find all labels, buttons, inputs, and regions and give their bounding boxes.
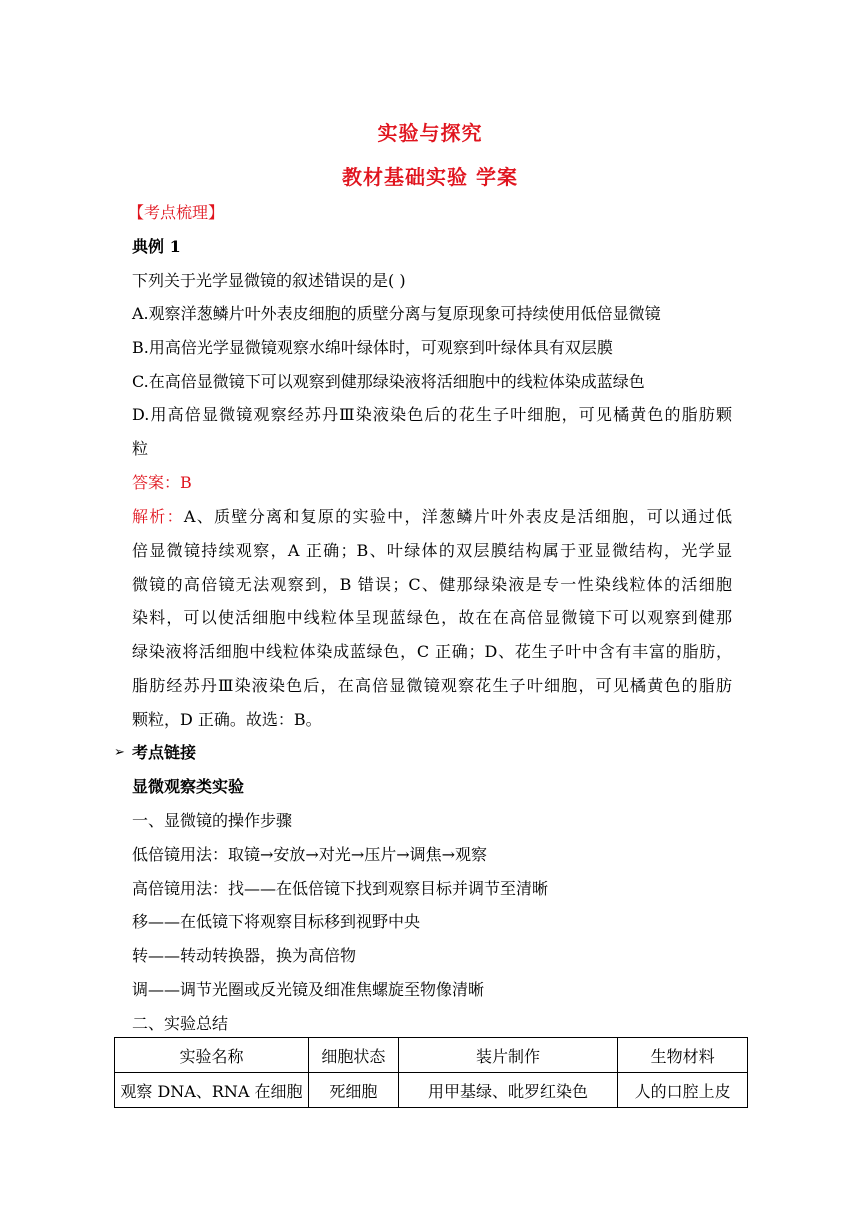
page-subtitle: 教材基础实验 学案 [342, 165, 518, 189]
high-power-usage: 高倍镜用法：找——在低倍镜下找到观察目标并调节至清晰 [132, 879, 549, 898]
analysis-line-5: 绿染液将活细胞中线粒体染成蓝绿色，C 正确；D、花生子叶中含有丰富的脂肪， [132, 642, 732, 661]
option-b: B.用高倍光学显微镜观察水绵叶绿体时，可观察到叶绿体具有双层膜 [132, 338, 613, 357]
experiment-summary-table [114, 1037, 748, 1108]
analysis-line-6: 脂肪经苏丹Ⅲ染液染色后，在高倍显微镜观察花生子叶细胞，可见橘黄色的脂肪 [132, 676, 732, 695]
table-cell: 用甲基绿、吡罗红染色 [398, 1073, 617, 1108]
option-c: C.在高倍显微镜下可以观察到健那绿染液将活细胞中的线粒体染成蓝绿色 [132, 372, 645, 391]
low-power-usage: 低倍镜用法：取镜→安放→对光→压片→调焦→观察 [132, 845, 488, 864]
analysis-label: 解析： [132, 507, 184, 526]
table-cell: 死细胞 [308, 1073, 398, 1108]
analysis-line-3: 微镜的高倍镜无法观察到，B 错误；C、健那绿染液是专一性染线粒体的活细胞 [132, 575, 732, 594]
page-title: 实验与探究 [377, 121, 483, 145]
table-cell: 人的口腔上皮 [618, 1073, 748, 1108]
table-header-cell: 装片制作 [398, 1038, 617, 1073]
step-move: 移——在低镜下将观察目标移到视野中央 [132, 912, 421, 931]
option-d-line1: D.用高倍显微镜观察经苏丹Ⅲ染液染色后的花生子叶细胞，可见橘黄色的脂肪颗 [132, 405, 732, 424]
table-cell: 观察 DNA、RNA 在细胞 [115, 1073, 309, 1108]
link-subheading: 显微观察类实验 [132, 777, 245, 796]
option-d-line2: 粒 [132, 439, 149, 458]
step-turn: 转——转动转换器，换为高倍物 [132, 946, 357, 965]
option-a: A.观察洋葱鳞片叶外表皮细胞的质壁分离与复原现象可持续使用低倍显微镜 [132, 304, 661, 323]
table-row [115, 1073, 748, 1108]
analysis-line-7: 颗粒，D 正确。故选：B。 [132, 710, 322, 729]
table-header-row [115, 1038, 748, 1073]
table-header-cell: 细胞状态 [308, 1038, 398, 1073]
analysis-line-2: 倍显微镜持续观察，A 正确；B、叶绿体的双层膜结构属于亚显微结构，光学显 [132, 541, 732, 560]
step-adjust: 调——调节光圈或反光镜及细准焦螺旋至物像清晰 [132, 980, 485, 999]
table-header-cell: 实验名称 [115, 1038, 309, 1073]
arrow-bullet-icon: ➢ [114, 745, 125, 760]
question-stem: 下列关于光学显微镜的叙述错误的是( ) [132, 271, 406, 290]
link-heading: 考点链接 [132, 743, 197, 762]
summary-title: 二、实验总结 [132, 1014, 229, 1033]
section-label: 【考点梳理】 [128, 203, 225, 222]
example-heading: 典例 1 [132, 237, 181, 256]
analysis-text-1: A、质壁分离和复原的实验中，洋葱鳞片叶外表皮是活细胞，可以通过低 [183, 507, 732, 526]
answer: 答案：B [132, 473, 192, 492]
analysis-line-1 [132, 507, 732, 527]
table-header-cell: 生物材料 [618, 1038, 748, 1073]
step-title: 一、显微镜的操作步骤 [132, 811, 293, 830]
analysis-line-4: 染料，可以使活细胞中线粒体呈现蓝绿色，故在在高倍显微镜下可以观察到健那 [132, 608, 732, 627]
